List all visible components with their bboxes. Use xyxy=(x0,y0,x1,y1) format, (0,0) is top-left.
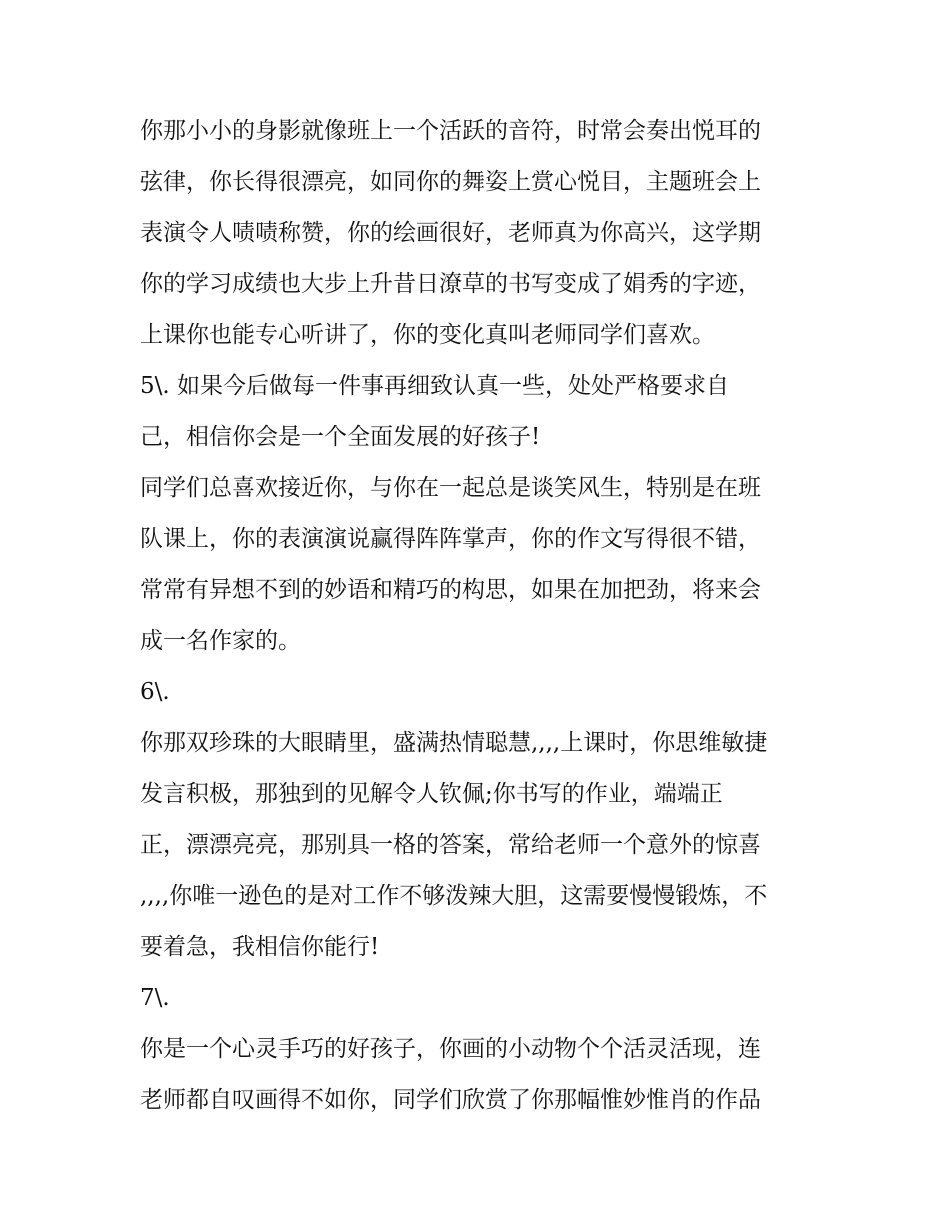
text-line: 6\. xyxy=(140,679,170,705)
text-line: 表演令人啧啧称赞，你的绘画很好，老师真为你高兴，这学期 xyxy=(140,220,761,246)
text-line: 己，相信你会是一个全面发展的好孩子! xyxy=(140,424,541,450)
text-line: 你那小小的身影就像班上一个活跃的音符，时常会奏出悦耳的 xyxy=(140,118,761,144)
text-line: 5\. 如果今后做每一件事再细致认真一些，处处严格要求自 xyxy=(140,373,730,399)
text-line: 同学们总喜欢接近你，与你在一起总是谈笑风生，特别是在班 xyxy=(140,475,761,501)
text-line: 上课你也能专心听讲了，你的变化真叫老师同学们喜欢。 xyxy=(140,322,715,348)
text-line: 常常有异想不到的妙语和精巧的构思，如果在加把劲，将来会 xyxy=(140,577,761,603)
body-text xyxy=(140,106,820,1126)
text-line: 你是一个心灵手巧的好孩子，你画的小动物个个活灵活现，连 xyxy=(140,1036,761,1062)
text-line: 要着急，我相信你能行! xyxy=(140,934,380,960)
text-line: 7\. xyxy=(140,985,170,1011)
text-line: 队课上，你的表演演说赢得阵阵掌声，你的作文写得很不错， xyxy=(140,526,761,552)
text-line: 你的学习成绩也大步上升昔日潦草的书写变成了娟秀的字迹， xyxy=(140,271,761,297)
text-line: 弦律，你长得很漂亮，如同你的舞姿上赏心悦目，主题班会上 xyxy=(140,169,761,195)
text-line: 正，漂漂亮亮，那别具一格的答案，常给老师一个意外的惊喜 xyxy=(140,832,761,858)
text-line: 你那双珍珠的大眼睛里，盛满热情聪慧,,,,上课时，你思维敏捷 xyxy=(140,730,768,756)
text-line: 发言积极，那独到的见解令人钦佩;你书写的作业，端端正 xyxy=(140,781,723,807)
text-line: 成一名作家的。 xyxy=(140,628,301,654)
text-line: 老师都自叹画得不如你，同学们欣赏了你那幅惟妙惟肖的作品 xyxy=(140,1087,761,1113)
text-line: ,,,,你唯一逊色的是对工作不够泼辣大胆，这需要慢慢锻炼，不 xyxy=(140,883,768,909)
